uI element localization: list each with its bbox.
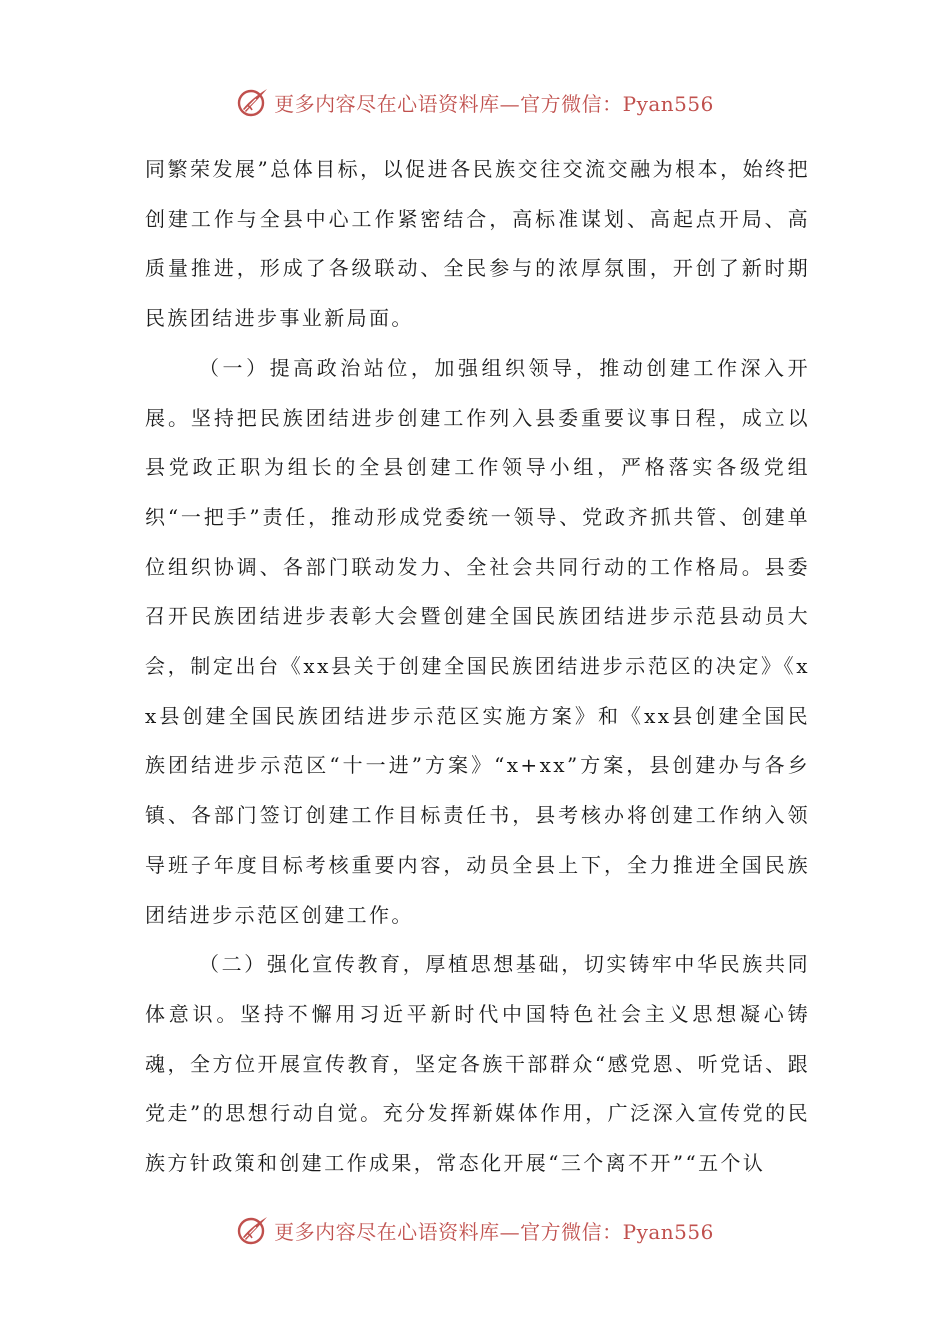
document-body <box>145 145 810 1189</box>
watermark-banner-bottom <box>0 1210 950 1250</box>
quill-seal-logo-icon <box>236 1213 270 1247</box>
paragraph-section-1: （一）提高政治站位，加强组织领导，推动创建工作深入开展。坚持把民族团结进步创建工作列入县委重要议事日程，成立以县党政正职为组长的全县创建工作领导小组，严格落实各级党组织“一把手”责任，推动形成党委统一领导、党政齐抓共管、创建单位组织协调、各部门联动发力、全社会共同行动的工作格局。县委召开民族团结进步表彰大会暨创建全国民族团结进步示范县动员大会，制定出台《xx县关于创建全国民族团结进步示范区的决定》《xx县创建全国民族团结进步示范区实施方案》和《xx县创建全国民族团结进步示范区“十一进”方案》“x+xx”方案，县创建办与各乡镇、各部门签订创建工作目标责任书，县考核办将创建工作纳入领导班子年度目标考核重要内容，动员全县上下，全力推进全国民族团结进步示范区创建工作。 <box>145 355 810 927</box>
watermark-text: 更多内容尽在心语资料库—官方微信：Pyan556 <box>274 91 714 116</box>
quill-seal-logo-icon <box>236 85 270 119</box>
watermark-banner-top <box>0 82 950 122</box>
paragraph-continued: 同繁荣发展”总体目标，以促进各民族交往交流交融为根本，始终把创建工作与全县中心工作紧密结合，高标准谋划、高起点开局、高质量推进，形成了各级联动、全民参与的浓厚氛围，开创了新时期民族团结进步事业新局面。 <box>145 157 810 331</box>
watermark-text: 更多内容尽在心语资料库—官方微信：Pyan556 <box>274 1219 714 1244</box>
paragraph-section-2: （二）强化宣传教育，厚植思想基础，切实铸牢中华民族共同体意识。坚持不懈用习近平新时代中国特色社会主义思想凝心铸魂，全方位开展宣传教育，坚定各族干部群众“感党恩、听党话、跟党走”的思想行动自觉。充分发挥新媒体作用，广泛深入宣传党的民族方针政策和创建工作成果，常态化开展“三个离不开”“五个认 <box>145 952 810 1176</box>
